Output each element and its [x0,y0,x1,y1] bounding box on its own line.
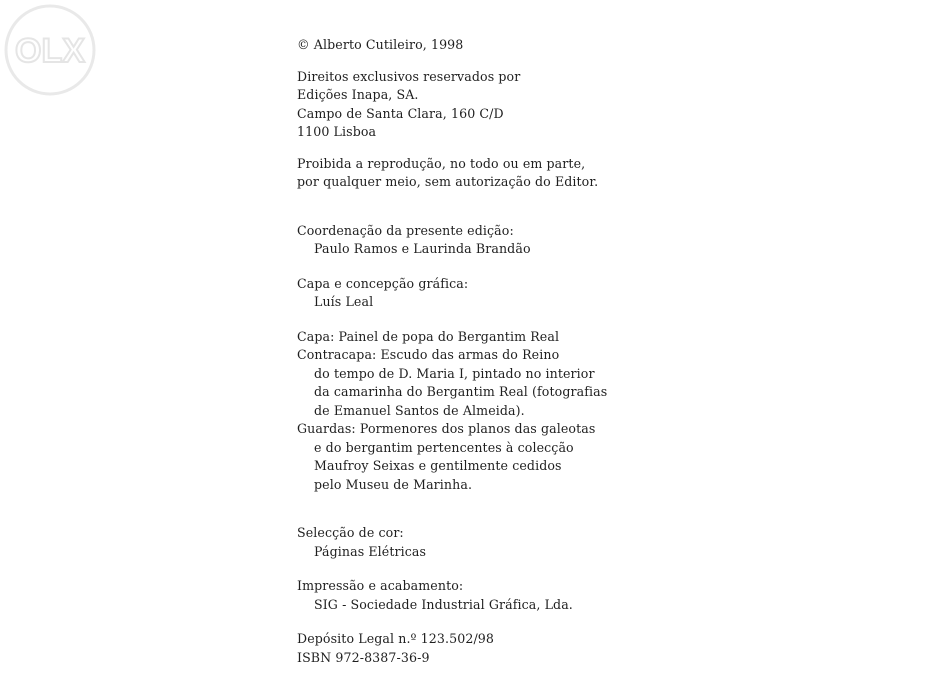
captions-block [297,328,717,495]
coordination-label: Coordenação da presente edição: [297,222,514,238]
colophon-page [297,36,717,667]
printing-value: SIG - Sociedade Industrial Gráfica, Lda. [314,596,573,612]
caption-line: Maufroy Seixas e gentilmente cedidos [314,458,562,473]
caption-line: pelo Museu de Marinha. [314,476,473,492]
cover-design-value: Luís Leal [314,294,374,309]
caption-line: do tempo de D. Maria I, pintado no interior [314,365,595,381]
color-selection-block [297,524,717,561]
coordination-value: Paulo Ramos e Laurinda Brandão [314,241,531,256]
caption-line: Contracapa: Escudo das armas do Reino [297,347,560,362]
legal-block [297,630,717,667]
publisher-address: Campo de Santa Clara, 160 C/D [297,105,504,121]
caption-line: de Emanuel Santos de Almeida). [314,402,525,418]
publisher-city: 1100 Lisboa [297,124,377,139]
caption-line: da camarinha do Bergantim Real (fotografias [314,384,608,399]
svg-text:OLX: OLX [15,32,85,70]
caption-line: Guardas: Pormenores dos planos das galeotas [297,421,596,436]
rights-block [297,68,717,142]
rights-line: Direitos exclusivos reservados por [297,68,521,84]
publisher-name: Edições Inapa, SA. [297,87,419,102]
prohibition-block [297,155,717,192]
olx-watermark-logo [2,2,98,98]
printing-block [297,577,717,614]
printing-label: Impressão e acabamento: [297,578,464,593]
prohibition-line: Proibida a reprodução, no todo ou em parte, [297,155,586,171]
caption-line: Capa: Painel de popa do Bergantim Real [297,328,560,344]
prohibition-line: por qualquer meio, sem autorização do Editor. [297,174,599,189]
olx-logo-icon [2,2,98,98]
color-selection-value: Páginas Elétricas [314,543,427,559]
cover-design-label: Capa e concepção gráfica: [297,275,469,291]
cover-design-block [297,275,717,312]
isbn: ISBN 972-8387-36-9 [297,649,430,665]
coordination-block [297,222,717,259]
caption-line: e do bergantim pertencentes à colecção [314,439,574,455]
color-selection-label: Selecção de cor: [297,525,404,540]
copyright-line: © Alberto Cutileiro, 1998 [297,37,464,52]
legal-deposit: Depósito Legal n.º 123.502/98 [297,631,495,646]
